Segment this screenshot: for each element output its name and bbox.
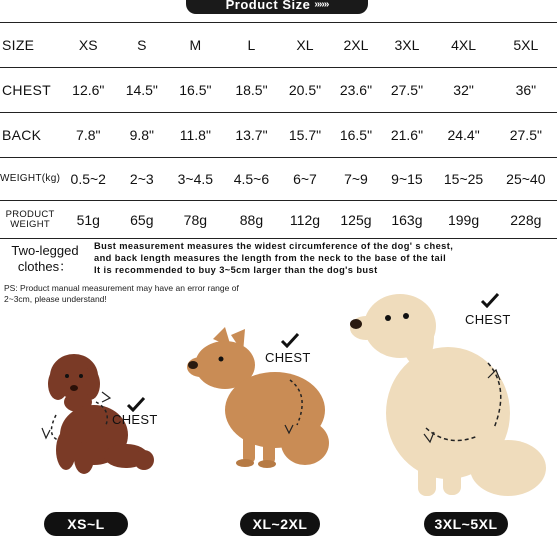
banner-title: Product Size [225,0,311,12]
table-row-weight [0,158,557,201]
header-cell: 2XL [330,23,381,68]
row-label: BACK [0,113,60,158]
table-cell: 65g [116,201,167,239]
table-cell: 15.7" [279,113,330,158]
check-icon [280,332,300,348]
note-line: It is recommended to buy 3~5cm larger than the dog's bust [94,265,378,275]
row-label: WEIGHT(kg) [0,158,60,201]
table-cell: 16.5" [330,113,381,158]
table-cell: 21.6" [381,113,432,158]
table-cell: 12.6" [60,68,116,113]
header-cell: XS [60,23,116,68]
table-cell: 18.5" [223,68,279,113]
table-cell: 9~15 [381,158,432,201]
header-cell: L [223,23,279,68]
table-cell: 7.8" [60,113,116,158]
table-cell: 112g [279,201,330,239]
table-cell: 0.5~2 [60,158,116,201]
table-cell: 88g [223,201,279,239]
row-label: CHEST [0,68,60,113]
table-cell: 228g [495,201,557,239]
table-cell: 3~4.5 [167,158,223,201]
table-cell: 51g [60,201,116,239]
table-cell: 11.8" [167,113,223,158]
table-cell: 2~3 [116,158,167,201]
table-cell: 32" [432,68,494,113]
table-cell: 36" [495,68,557,113]
header-cell: SIZE [0,23,60,68]
ps-note: PS: Product manual measurement may have an error range of 2~3cm, please understand! [4,283,239,304]
table-header-row [0,23,557,68]
table-cell: 27.5" [381,68,432,113]
table-row-chest [0,68,557,113]
table-cell: 24.4" [432,113,494,158]
table-cell: 125g [330,201,381,239]
header-cell: S [116,23,167,68]
size-range-badge: 3XL~5XL [424,512,508,536]
chest-label: CHEST [112,412,158,427]
table-cell: 4.5~6 [223,158,279,201]
table-cell: 163g [381,201,432,239]
header-cell: 4XL [432,23,494,68]
size-table [0,22,557,239]
table-cell: 9.8" [116,113,167,158]
table-cell: 14.5" [116,68,167,113]
table-cell: 199g [432,201,494,239]
size-range-badge: XL~2XL [240,512,320,536]
table-cell: 25~40 [495,158,557,201]
chest-label: CHEST [265,350,311,365]
header-cell: XL [279,23,330,68]
table-cell: 78g [167,201,223,239]
table-cell: 13.7" [223,113,279,158]
header-cell: M [167,23,223,68]
retriever-image [348,288,557,503]
bulldog-image [185,325,335,475]
header-cell: 3XL [381,23,432,68]
table-cell: 15~25 [432,158,494,201]
size-range-badge: XS~L [44,512,128,536]
table-cell: 23.6" [330,68,381,113]
check-icon [126,396,146,412]
table-cell: 6~7 [279,158,330,201]
note-line: Bust measurement measures the widest circumference of the dog' s chest, [94,241,454,251]
table-row-product-weight [0,201,557,239]
table-cell: 20.5" [279,68,330,113]
product-size-banner [186,0,368,14]
table-cell: 27.5" [495,113,557,158]
chevrons-icon: ›››››› [314,0,329,10]
header-cell: 5XL [495,23,557,68]
measurement-notes [94,240,453,276]
table-row-back [0,113,557,158]
table-cell: 7~9 [330,158,381,201]
table-cell: 16.5" [167,68,223,113]
two-legged-label: Two-legged clothes： [11,243,79,274]
check-icon [480,292,500,308]
note-line: and back length measures the length from the neck to the base of the tail [94,253,447,263]
row-label: PRODUCT WEIGHT [0,201,60,239]
chest-label: CHEST [465,312,511,327]
